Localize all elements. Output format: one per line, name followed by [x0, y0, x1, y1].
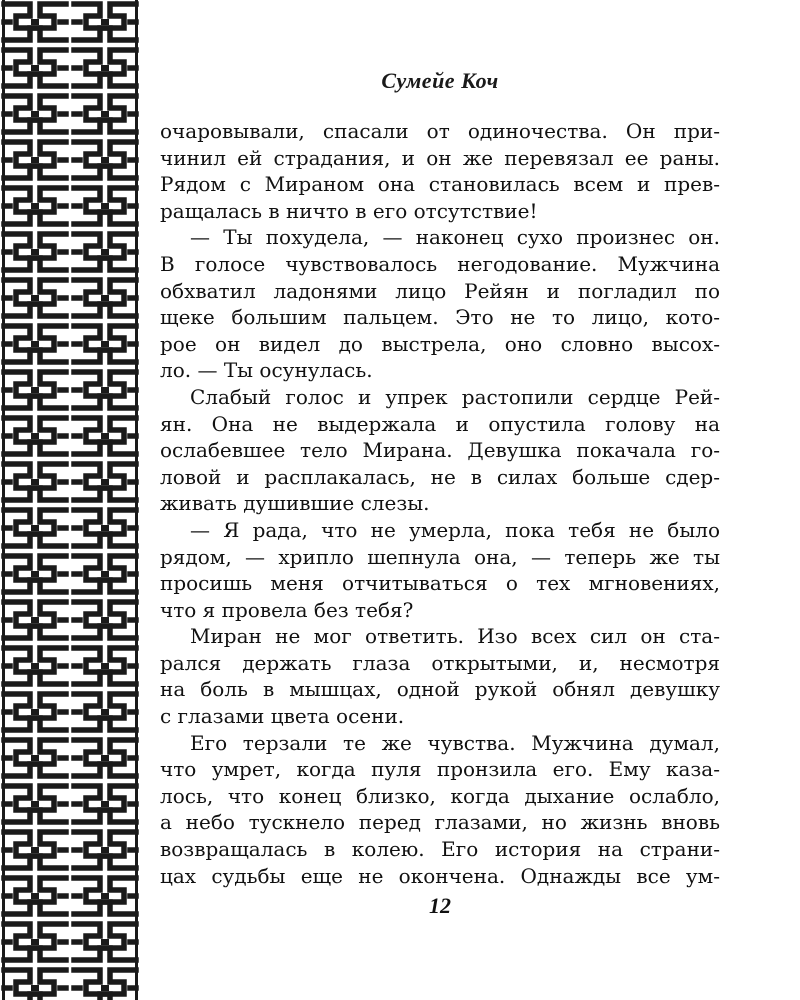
text-line: возвращалась в колею. Его история на страни- [160, 837, 720, 862]
text-line: ло. — Ты осунулась. [160, 358, 373, 383]
ornamental-border-icon [0, 0, 140, 1000]
text-line: Слабый голос и упрек растопили сердце Рей- [190, 384, 720, 409]
text-line: а небо тускнело перед глазами, но жизнь вновь [160, 810, 720, 835]
text-line: Его терзали те же чувства. Мужчина думал, [190, 730, 720, 755]
text-line: — Я рада, что не умерла, пока тебя не было [190, 517, 720, 542]
text-line: что умрет, когда пуля пронзила его. Ему каза- [160, 757, 720, 782]
text-line: что я провела без тебя? [160, 597, 414, 622]
text-line: рядом, — хрипло шепнула она, — теперь же ты [160, 544, 720, 569]
text-line: очаровывали, спасали от одиночества. Он при- [160, 119, 720, 143]
text-line: Рядом с Мираном она становилась всем и прев- [160, 172, 720, 197]
text-line: обхватил ладонями лицо Рейян и погладил по [160, 278, 720, 303]
page-body-text [160, 118, 720, 889]
running-header-author: Сумейе Коч [381, 68, 499, 93]
text-line: рался держать глаза открытыми, и, несмотря [160, 650, 720, 675]
text-line: цах судьбы еще не окончена. Однажды все ум- [160, 863, 720, 888]
page-number: 12 [429, 893, 451, 918]
text-line: лось, что конец близко, когда дыхание ослабло, [160, 783, 720, 808]
text-line: щеке большим пальцем. Это не то лицо, кото- [160, 305, 720, 330]
text-line: рое он видел до выстрела, оно словно высох- [160, 331, 720, 356]
text-line: чинил ей страдания, и он же перевязал ее раны. [160, 145, 720, 170]
text-line: живать душившие слезы. [160, 491, 430, 516]
text-line: Миран не мог ответить. Изо всех сил он ста- [190, 624, 720, 649]
text-line: с глазами цвета осени. [160, 704, 405, 729]
text-line: ловой и расплакалась, не в силах больше сдер- [160, 464, 720, 489]
text-line: ослабевшее тело Мирана. Девушка покачала го- [160, 438, 720, 463]
text-line: просишь меня отчитываться о тех мгновениях, [160, 571, 720, 596]
text-line: В голосе чувствовалось негодование. Мужчина [160, 251, 720, 276]
text-line: на боль в мышцах, одной рукой обнял девушку [160, 677, 720, 702]
text-line: ращалась в ничто в его отсутствие! [160, 198, 538, 223]
text-line: — Ты похудела, — наконец сухо произнес он. [190, 225, 720, 250]
text-line: ян. Она не выдержала и опустила голову на [160, 411, 720, 436]
